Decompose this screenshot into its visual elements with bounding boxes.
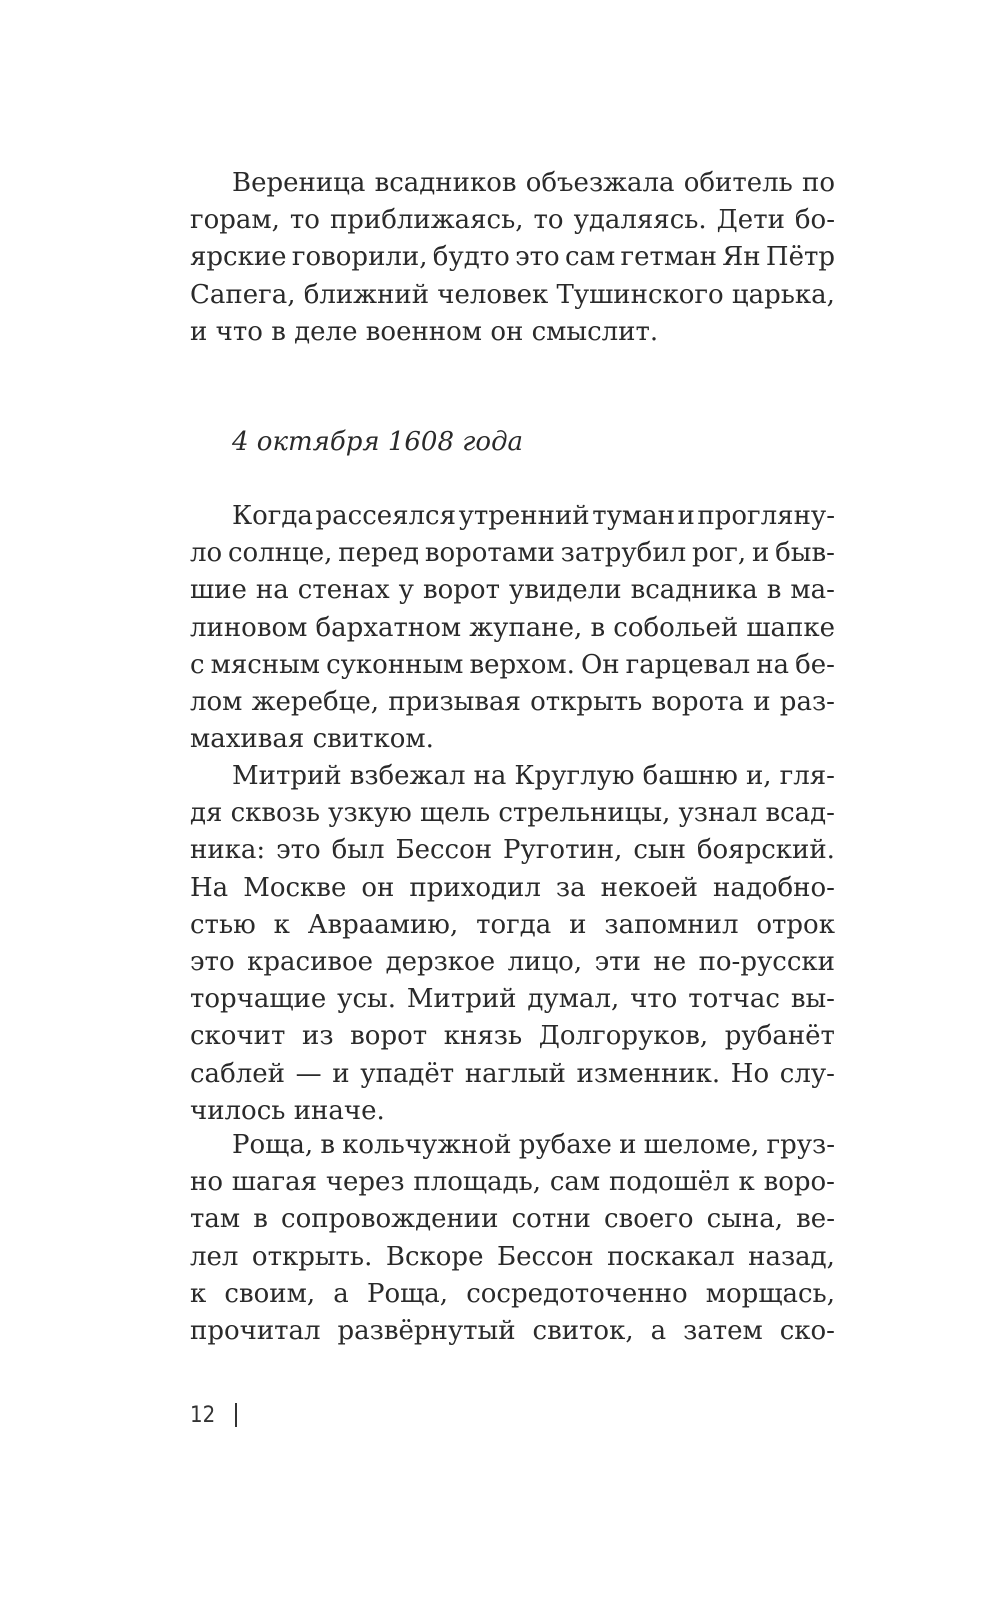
text-line: ло солнце, перед воротами затрубил рог, и быв- [190,538,835,569]
text-line: торчащие усы. Митрий думал, что тотчас вы- [190,984,835,1015]
text-line: ярские говорили, будто это сам гетман Ян Пётр [190,242,835,273]
page-number: 12 [190,1402,216,1428]
date-heading: 4 октября 1608 года [232,427,524,457]
text-line: с мясным суконным верхом. Он гарцевал на бе- [190,649,835,680]
text-line: лом жеребце, призывая открыть ворота и раз- [190,686,835,717]
text-line: шие на стенах у ворот увидели всадника в ма- [190,575,835,606]
text-line: но шагая через площадь, сам подошёл к воро- [190,1167,835,1198]
text-line: чилось иначе. [190,1095,385,1126]
page-footer [190,1400,237,1430]
text-line: саблей — и упадёт наглый изменник. Но слу- [190,1058,835,1089]
text-line: дя сквозь узкую щель стрельницы, узнал всад- [190,798,835,829]
text-line: ника: это был Бессон Руготин, сын боярский. [190,835,835,866]
text-line: горам, то приближаясь, то удаляясь. Дети бо- [190,205,835,236]
text-line: и что в деле военном он смыслит. [190,316,659,347]
paragraph-4 [190,1127,835,1350]
text-line: там в сопровождении сотни своего сына, ве- [190,1204,835,1235]
paragraph-2 [190,498,835,758]
text-line: это красивое дерзкое лицо, эти не по-русски [190,946,835,977]
text-line: скочит из ворот князь Долгоруков, рубанёт [190,1021,835,1052]
text-line: стью к Авраамию, тогда и запомнил отрок [190,909,835,940]
text-line: Когда рассеялся утренний туман и прогляну- [232,501,835,531]
text-line: Вереница всадников объезжала обитель по [232,168,835,198]
footer-separator [235,1403,237,1427]
paragraph-3 [190,758,835,1130]
text-line: к своим, а Роща, сосредоточенно морщась, [190,1278,835,1309]
text-line: линовом бархатном жупане, в собольей шапке [190,612,835,643]
text-line: лел открыть. Вскоре Бессон поскакал назад, [190,1241,835,1272]
text-line: прочитал развёрнутый свиток, а затем ско- [190,1315,835,1346]
text-line: Роща, в кольчужной рубахе и шеломе, груз- [232,1130,835,1160]
paragraph-1 [190,165,835,351]
text-line: Митрий взбежал на Круглую башню и, гля- [232,761,835,791]
text-line: махивая свитком. [190,724,434,755]
text-line: На Москве он приходил за некоей надобно- [190,872,835,903]
text-line: Сапега, ближний человек Тушинского царька, [190,279,835,310]
